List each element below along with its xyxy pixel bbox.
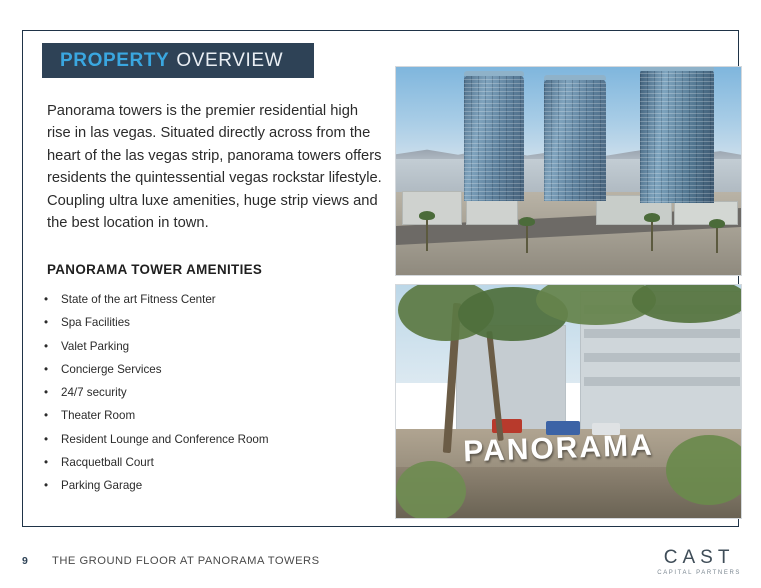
bullet-icon: • — [44, 316, 49, 330]
property-signage-image — [395, 284, 742, 519]
bullet-icon: • — [44, 432, 49, 446]
list-item-label: 24/7 security — [61, 386, 127, 399]
list-item — [44, 408, 384, 423]
image-palm-tree — [426, 217, 428, 251]
image-building-band — [584, 353, 740, 362]
list-item — [44, 478, 384, 493]
bullet-icon: • — [44, 479, 49, 492]
image-tower-left — [464, 75, 524, 201]
list-item-label: Valet Parking — [61, 339, 130, 353]
amenities-list — [44, 292, 384, 501]
footer-page-number: 9 — [22, 555, 28, 567]
list-item — [44, 455, 384, 470]
image-lowrise-building — [466, 199, 518, 225]
footer-title: THE GROUND FLOOR AT PANORAMA TOWERS — [52, 555, 320, 567]
list-item — [44, 315, 384, 330]
logo-tagline: CAPITAL PARTNERS — [657, 570, 741, 576]
bullet-icon: • — [44, 293, 49, 306]
list-item-label: Racquetball Court — [61, 455, 154, 469]
image-lowrise-building — [402, 191, 462, 225]
list-item-label: Spa Facilities — [61, 316, 130, 330]
bullet-icon: • — [44, 386, 49, 399]
image-tower-cap — [544, 75, 606, 80]
image-palm-tree — [526, 223, 528, 253]
bullet-icon: • — [44, 362, 49, 376]
list-item — [44, 292, 384, 307]
list-item — [44, 339, 384, 354]
image-tower-center — [544, 79, 606, 201]
image-tower-cap — [640, 66, 714, 71]
image-building-band — [584, 377, 740, 386]
list-item-label: Parking Garage — [61, 479, 143, 492]
list-item — [44, 385, 384, 400]
bullet-icon: • — [44, 455, 49, 469]
list-item-label: Resident Lounge and Conference Room — [61, 432, 269, 446]
list-item — [44, 362, 384, 377]
image-tower-right — [640, 69, 714, 203]
property-description-text: Panorama towers is the premier residential high rise in las vegas. Situated directly across from the heart of the las vegas strip, panorama towers offers residents the quintessential vegas rockstar lifestyle. Coupling ultra luxe amenities, huge strip views and the best location in town. — [47, 103, 382, 232]
image-tower-cap — [464, 71, 524, 76]
list-item-label: State of the art Fitness Center — [61, 293, 216, 306]
page-title-strong: PROPERTY — [60, 49, 170, 71]
logo-wordmark: CAST — [663, 547, 735, 568]
image-palm-tree — [651, 219, 653, 251]
list-item-label: Concierge Services — [61, 362, 162, 376]
list-item-label: Theater Room — [61, 409, 136, 423]
page-title-light: OVERVIEW — [176, 49, 284, 71]
slide-title-banner — [42, 43, 314, 78]
list-item — [44, 432, 384, 447]
bullet-icon: • — [44, 339, 49, 353]
image-building-band — [584, 329, 740, 338]
image-palm-tree — [716, 225, 718, 253]
bullet-icon: • — [44, 409, 49, 423]
company-logo — [657, 548, 741, 576]
amenities-heading: PANORAMA TOWER AMENITIES — [47, 262, 263, 277]
signage-text: PANORAMA — [462, 428, 654, 469]
property-exterior-image — [395, 66, 742, 276]
image-lowrise-building — [674, 201, 738, 225]
